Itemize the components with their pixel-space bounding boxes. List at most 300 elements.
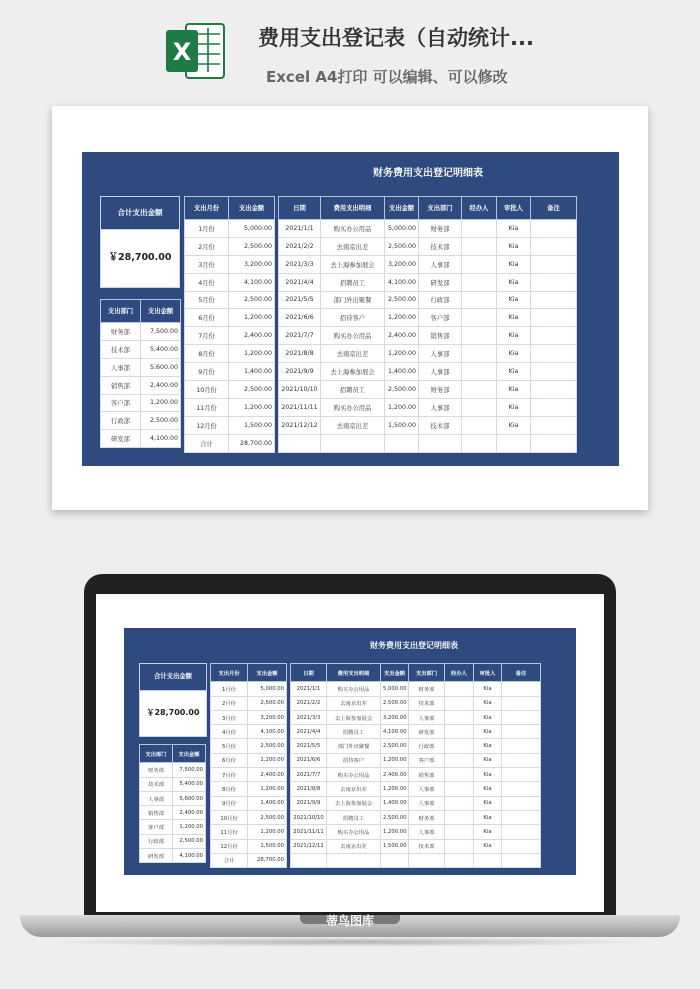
table-row: [291, 768, 541, 782]
table-cell: 购买办公用品: [327, 682, 381, 696]
table-cell: 合计: [185, 434, 229, 452]
table-cell: 5,000.00: [229, 219, 275, 237]
table-cell: 1,200.00: [229, 398, 275, 416]
table-cell: 2021/8/8: [279, 345, 321, 363]
table-cell: 人事部: [101, 358, 141, 376]
table-cell: Kia: [474, 839, 502, 853]
table-row: [211, 710, 287, 724]
laptop-dept-table: [139, 744, 206, 863]
table-cell: 招聘员工: [327, 725, 381, 739]
laptop-month-table: [210, 663, 287, 868]
table-cell: Kia: [497, 291, 531, 309]
table-cell: 1,200.00: [385, 345, 419, 363]
table-cell: [531, 219, 577, 237]
table-cell: 1,200.00: [248, 825, 287, 839]
table-cell: 招聘员工: [327, 810, 381, 824]
table-row: [185, 416, 275, 434]
table-header-row: [140, 745, 206, 763]
table-cell: 3,200.00: [385, 255, 419, 273]
table-cell: 1,400.00: [229, 363, 275, 381]
table-row: [291, 682, 541, 696]
table-cell: [462, 273, 497, 291]
table-cell: 7,500.00: [173, 763, 206, 777]
table-cell: 5月份: [211, 739, 248, 753]
detail-table: [278, 196, 577, 453]
column-header: 备注: [502, 664, 541, 682]
table-row: [140, 777, 206, 791]
table-cell: 1,200.00: [381, 753, 409, 767]
table-cell: [321, 434, 385, 452]
table-cell: 2,400.00: [381, 768, 409, 782]
table-row: [185, 380, 275, 398]
column-header: 经办人: [445, 664, 474, 682]
table-cell: 11月份: [211, 825, 248, 839]
table-cell: 1,400.00: [381, 796, 409, 810]
table-cell: 1,500.00: [229, 416, 275, 434]
table-row: [140, 791, 206, 805]
table-header-row: [291, 664, 541, 682]
table-cell: Kia: [497, 416, 531, 434]
table-cell: [462, 237, 497, 255]
table-cell: 2021/11/11: [279, 398, 321, 416]
table-cell: 3月份: [185, 255, 229, 273]
table-row: [185, 327, 275, 345]
table-cell: 技术部: [419, 416, 462, 434]
table-cell: 2,500.00: [385, 237, 419, 255]
table-header-row: [279, 197, 577, 220]
table-cell: 2021/7/7: [279, 327, 321, 345]
table-cell: 1,200.00: [248, 782, 287, 796]
table-row: [101, 394, 181, 412]
table-cell: 5月份: [185, 291, 229, 309]
table-row: [291, 725, 541, 739]
table-cell: 招聘员工: [321, 380, 385, 398]
column-header: 支出金额: [248, 664, 287, 682]
table-row: [211, 825, 287, 839]
table-cell: 10月份: [185, 380, 229, 398]
table-row: [291, 796, 541, 810]
table-cell: 1,200.00: [385, 398, 419, 416]
table-cell: 客户部: [101, 394, 141, 412]
table-cell: 2021/1/1: [279, 219, 321, 237]
table-cell: [497, 434, 531, 452]
table-cell: [445, 796, 474, 810]
table-cell: 11月份: [185, 398, 229, 416]
table-cell: 人事部: [419, 255, 462, 273]
table-cell: 2,500.00: [385, 291, 419, 309]
sheet-title: 财务费用支出登记明细表: [373, 168, 483, 179]
table-cell: Kia: [497, 273, 531, 291]
table-cell: 6月份: [211, 753, 248, 767]
column-header: 日期: [279, 197, 321, 220]
table-cell: 2021/12/12: [279, 416, 321, 434]
column-header: 经办人: [462, 197, 497, 220]
column-header: 支出部门: [101, 300, 141, 323]
table-row: [101, 322, 181, 340]
table-cell: 1,400.00: [385, 363, 419, 381]
table-row: [279, 416, 577, 434]
table-cell: 人事部: [419, 398, 462, 416]
table-cell: 8月份: [211, 782, 248, 796]
table-row: [211, 782, 287, 796]
table-cell: 行政部: [101, 412, 141, 430]
table-cell: [409, 853, 445, 867]
table-cell: Kia: [474, 768, 502, 782]
table-cell: [381, 853, 409, 867]
table-cell: 5,400.00: [173, 777, 206, 791]
table-header-row: [101, 300, 181, 323]
table-cell: [327, 853, 381, 867]
table-cell: 4,100.00: [229, 273, 275, 291]
table-cell: [462, 309, 497, 327]
table-cell: 去南京出差: [327, 782, 381, 796]
table-cell: 12月份: [185, 416, 229, 434]
table-row: [185, 398, 275, 416]
table-cell: [474, 853, 502, 867]
table-row: [291, 782, 541, 796]
table-cell: 9月份: [211, 796, 248, 810]
table-cell: [445, 739, 474, 753]
table-cell: 5,000.00: [385, 219, 419, 237]
table-cell: 4,100.00: [385, 273, 419, 291]
table-cell: 2,400.00: [173, 806, 206, 820]
table-cell: 3,200.00: [381, 710, 409, 724]
table-row: [279, 345, 577, 363]
table-cell: 技术部: [419, 237, 462, 255]
table-row: [211, 725, 287, 739]
table-cell: [502, 810, 541, 824]
table-cell: 2,500.00: [248, 696, 287, 710]
total-card-value: ￥28,700.00: [108, 252, 172, 263]
table-row: [291, 825, 541, 839]
table-row: [140, 763, 206, 777]
table-cell: Kia: [497, 380, 531, 398]
table-cell: [445, 682, 474, 696]
table-cell: [531, 237, 577, 255]
table-cell: 2021/6/6: [291, 753, 327, 767]
table-cell: Kia: [474, 810, 502, 824]
table-row: [211, 696, 287, 710]
table-cell: 1,200.00: [385, 309, 419, 327]
table-row: [279, 255, 577, 273]
table-cell: 5,600.00: [173, 791, 206, 805]
column-header: 审批人: [497, 197, 531, 220]
table-cell: 2021/5/5: [291, 739, 327, 753]
table-cell: 去南京出差: [327, 696, 381, 710]
table-cell: 7月份: [185, 327, 229, 345]
table-row: [211, 839, 287, 853]
table-cell: [502, 696, 541, 710]
table-header-row: [211, 664, 287, 682]
table-cell: [445, 825, 474, 839]
table-cell: [502, 853, 541, 867]
table-cell: 2,400.00: [229, 327, 275, 345]
table-cell: 1,200.00: [248, 753, 287, 767]
table-cell: [445, 768, 474, 782]
table-cell: 技术部: [101, 340, 141, 358]
table-cell: 部门外出聚餐: [321, 291, 385, 309]
table-cell: [385, 434, 419, 452]
table-cell: 2月份: [185, 237, 229, 255]
table-cell: 招聘员工: [321, 273, 385, 291]
column-header: 支出部门: [409, 664, 445, 682]
table-cell: 2021/12/12: [291, 839, 327, 853]
table-cell: 2021/2/2: [279, 237, 321, 255]
table-row: [211, 768, 287, 782]
table-row: [211, 853, 287, 867]
table-cell: Kia: [497, 327, 531, 345]
table-cell: 6月份: [185, 309, 229, 327]
table-row: [279, 434, 577, 452]
laptop-dashboard-panel: [124, 628, 576, 875]
table-cell: [502, 710, 541, 724]
table-cell: 2021/10/10: [291, 810, 327, 824]
table-cell: 7月份: [211, 768, 248, 782]
table-cell: 10月份: [211, 810, 248, 824]
table-cell: Kia: [497, 219, 531, 237]
table-row: [140, 820, 206, 834]
table-row: [291, 839, 541, 853]
table-cell: [502, 753, 541, 767]
table-row: [185, 309, 275, 327]
table-cell: 5,400.00: [141, 340, 181, 358]
table-row: [211, 796, 287, 810]
table-cell: Kia: [497, 237, 531, 255]
table-cell: 28,700.00: [229, 434, 275, 452]
table-cell: [531, 416, 577, 434]
table-cell: 4,100.00: [173, 849, 206, 863]
table-cell: 研发部: [140, 849, 173, 863]
table-cell: 2,500.00: [229, 237, 275, 255]
column-header: 费用支出明细: [327, 664, 381, 682]
table-row: [101, 340, 181, 358]
table-row: [279, 309, 577, 327]
table-row: [279, 291, 577, 309]
table-cell: Kia: [474, 753, 502, 767]
table-cell: 1,200.00: [229, 309, 275, 327]
table-cell: 去上海参加展会: [327, 710, 381, 724]
table-cell: 1,500.00: [248, 839, 287, 853]
table-cell: 销售部: [409, 768, 445, 782]
table-cell: 财务部: [419, 219, 462, 237]
table-row: [211, 753, 287, 767]
table-cell: [531, 434, 577, 452]
column-header: 支出金额: [385, 197, 419, 220]
table-cell: [502, 796, 541, 810]
table-cell: [462, 416, 497, 434]
table-cell: 2021/5/5: [279, 291, 321, 309]
table-cell: 招待客户: [321, 309, 385, 327]
table-cell: 2021/4/4: [291, 725, 327, 739]
table-cell: 销售部: [101, 376, 141, 394]
column-header: 支出部门: [419, 197, 462, 220]
table-cell: 财务部: [409, 682, 445, 696]
table-cell: 研发部: [101, 430, 141, 448]
table-cell: [445, 853, 474, 867]
table-cell: 2021/1/1: [291, 682, 327, 696]
table-cell: 研发部: [409, 725, 445, 739]
table-cell: 研发部: [419, 273, 462, 291]
table-cell: Kia: [474, 782, 502, 796]
table-cell: 去南京出差: [321, 237, 385, 255]
table-cell: 去上海参加展会: [327, 796, 381, 810]
table-cell: 1,200.00: [381, 825, 409, 839]
table-cell: [462, 327, 497, 345]
table-row: [185, 434, 275, 452]
table-row: [140, 849, 206, 863]
column-header: 支出月份: [211, 664, 248, 682]
table-row: [291, 710, 541, 724]
table-cell: 人事部: [409, 710, 445, 724]
table-cell: 4,100.00: [141, 430, 181, 448]
table-cell: [531, 309, 577, 327]
table-cell: 购买办公用品: [327, 768, 381, 782]
table-cell: [462, 363, 497, 381]
table-cell: 人事部: [140, 791, 173, 805]
table-cell: [462, 434, 497, 452]
table-cell: [502, 768, 541, 782]
table-cell: 4,100.00: [381, 725, 409, 739]
table-cell: 3,200.00: [229, 255, 275, 273]
table-cell: 2,500.00: [381, 739, 409, 753]
table-cell: 2,500.00: [248, 810, 287, 824]
table-cell: [445, 839, 474, 853]
table-row: [185, 345, 275, 363]
column-header: 审批人: [474, 664, 502, 682]
table-cell: 客户部: [419, 309, 462, 327]
table-cell: [462, 380, 497, 398]
excel-icon-letter: X: [172, 38, 192, 66]
total-card: [100, 196, 180, 288]
table-cell: 5,000.00: [381, 682, 409, 696]
table-row: [185, 273, 275, 291]
table-cell: 2021/7/7: [291, 768, 327, 782]
table-cell: 4月份: [185, 273, 229, 291]
table-cell: 2,500.00: [381, 696, 409, 710]
table-cell: Kia: [474, 725, 502, 739]
column-header: 支出金额: [381, 664, 409, 682]
table-cell: Kia: [474, 739, 502, 753]
table-cell: 3月份: [211, 710, 248, 724]
table-cell: 1月份: [211, 682, 248, 696]
table-cell: Kia: [474, 825, 502, 839]
dept-table: [100, 299, 181, 448]
table-cell: 去上海参加展会: [321, 363, 385, 381]
table-cell: 2021/6/6: [279, 309, 321, 327]
total-card-label: 合计支出金额: [101, 197, 179, 230]
table-cell: 部门外出聚餐: [327, 739, 381, 753]
table-cell: 1,200.00: [381, 782, 409, 796]
table-cell: 2,400.00: [141, 376, 181, 394]
table-cell: 2021/10/10: [279, 380, 321, 398]
table-cell: [531, 327, 577, 345]
table-row: [185, 237, 275, 255]
table-cell: 销售部: [419, 327, 462, 345]
table-cell: [462, 398, 497, 416]
table-cell: [531, 363, 577, 381]
table-cell: 人事部: [419, 363, 462, 381]
table-cell: 去南京出差: [321, 416, 385, 434]
page-subtitle: Excel A4打印 可以编辑、可以修改: [266, 68, 508, 86]
table-cell: [462, 255, 497, 273]
table-cell: 2,500.00: [173, 834, 206, 848]
table-row: [291, 753, 541, 767]
table-cell: [531, 380, 577, 398]
dashboard-panel: [82, 152, 619, 466]
table-row: [211, 810, 287, 824]
table-row: [291, 810, 541, 824]
column-header: 支出月份: [185, 197, 229, 220]
table-cell: 5,000.00: [248, 682, 287, 696]
table-cell: 2,400.00: [385, 327, 419, 345]
table-cell: [445, 782, 474, 796]
table-cell: 2021/9/9: [291, 796, 327, 810]
table-row: [291, 853, 541, 867]
table-cell: 招待客户: [327, 753, 381, 767]
table-cell: [502, 825, 541, 839]
table-cell: 1,400.00: [248, 796, 287, 810]
table-row: [279, 327, 577, 345]
table-cell: 客户部: [140, 820, 173, 834]
laptop-total-card-label: 合计支出金额: [140, 664, 206, 691]
table-row: [101, 412, 181, 430]
table-cell: 3,200.00: [248, 710, 287, 724]
table-row: [101, 376, 181, 394]
table-row: [185, 291, 275, 309]
table-cell: 销售部: [140, 806, 173, 820]
table-cell: Kia: [497, 345, 531, 363]
table-cell: [462, 219, 497, 237]
table-cell: 人事部: [409, 825, 445, 839]
table-row: [140, 806, 206, 820]
table-cell: [531, 345, 577, 363]
column-header: 费用支出明细: [321, 197, 385, 220]
table-cell: [445, 810, 474, 824]
table-cell: [531, 255, 577, 273]
table-header-row: [185, 197, 275, 220]
table-cell: 购买办公用品: [321, 398, 385, 416]
column-header: 支出部门: [140, 745, 173, 763]
page-title: 费用支出登记表（自动统计...: [258, 26, 534, 50]
table-cell: [531, 273, 577, 291]
table-row: [279, 363, 577, 381]
table-cell: Kia: [474, 796, 502, 810]
table-cell: 合计: [211, 853, 248, 867]
table-row: [101, 430, 181, 448]
table-cell: 行政部: [419, 291, 462, 309]
laptop-detail-table: [290, 663, 541, 868]
table-cell: 购买办公用品: [327, 825, 381, 839]
table-cell: 7,500.00: [141, 322, 181, 340]
table-cell: 1月份: [185, 219, 229, 237]
column-header: 支出金额: [141, 300, 181, 323]
table-cell: [502, 682, 541, 696]
column-header: 备注: [531, 197, 577, 220]
table-cell: 2021/2/2: [291, 696, 327, 710]
table-cell: 客户部: [409, 753, 445, 767]
table-cell: 12月份: [211, 839, 248, 853]
laptop-total-card: [139, 663, 207, 737]
table-row: [185, 363, 275, 381]
table-cell: 28,700.00: [248, 853, 287, 867]
column-header: 支出金额: [229, 197, 275, 220]
table-cell: 去南京出差: [327, 839, 381, 853]
table-cell: 2021/8/8: [291, 782, 327, 796]
table-row: [211, 739, 287, 753]
table-cell: 去南京出差: [321, 345, 385, 363]
table-cell: 2,500.00: [141, 412, 181, 430]
table-cell: 技术部: [140, 777, 173, 791]
